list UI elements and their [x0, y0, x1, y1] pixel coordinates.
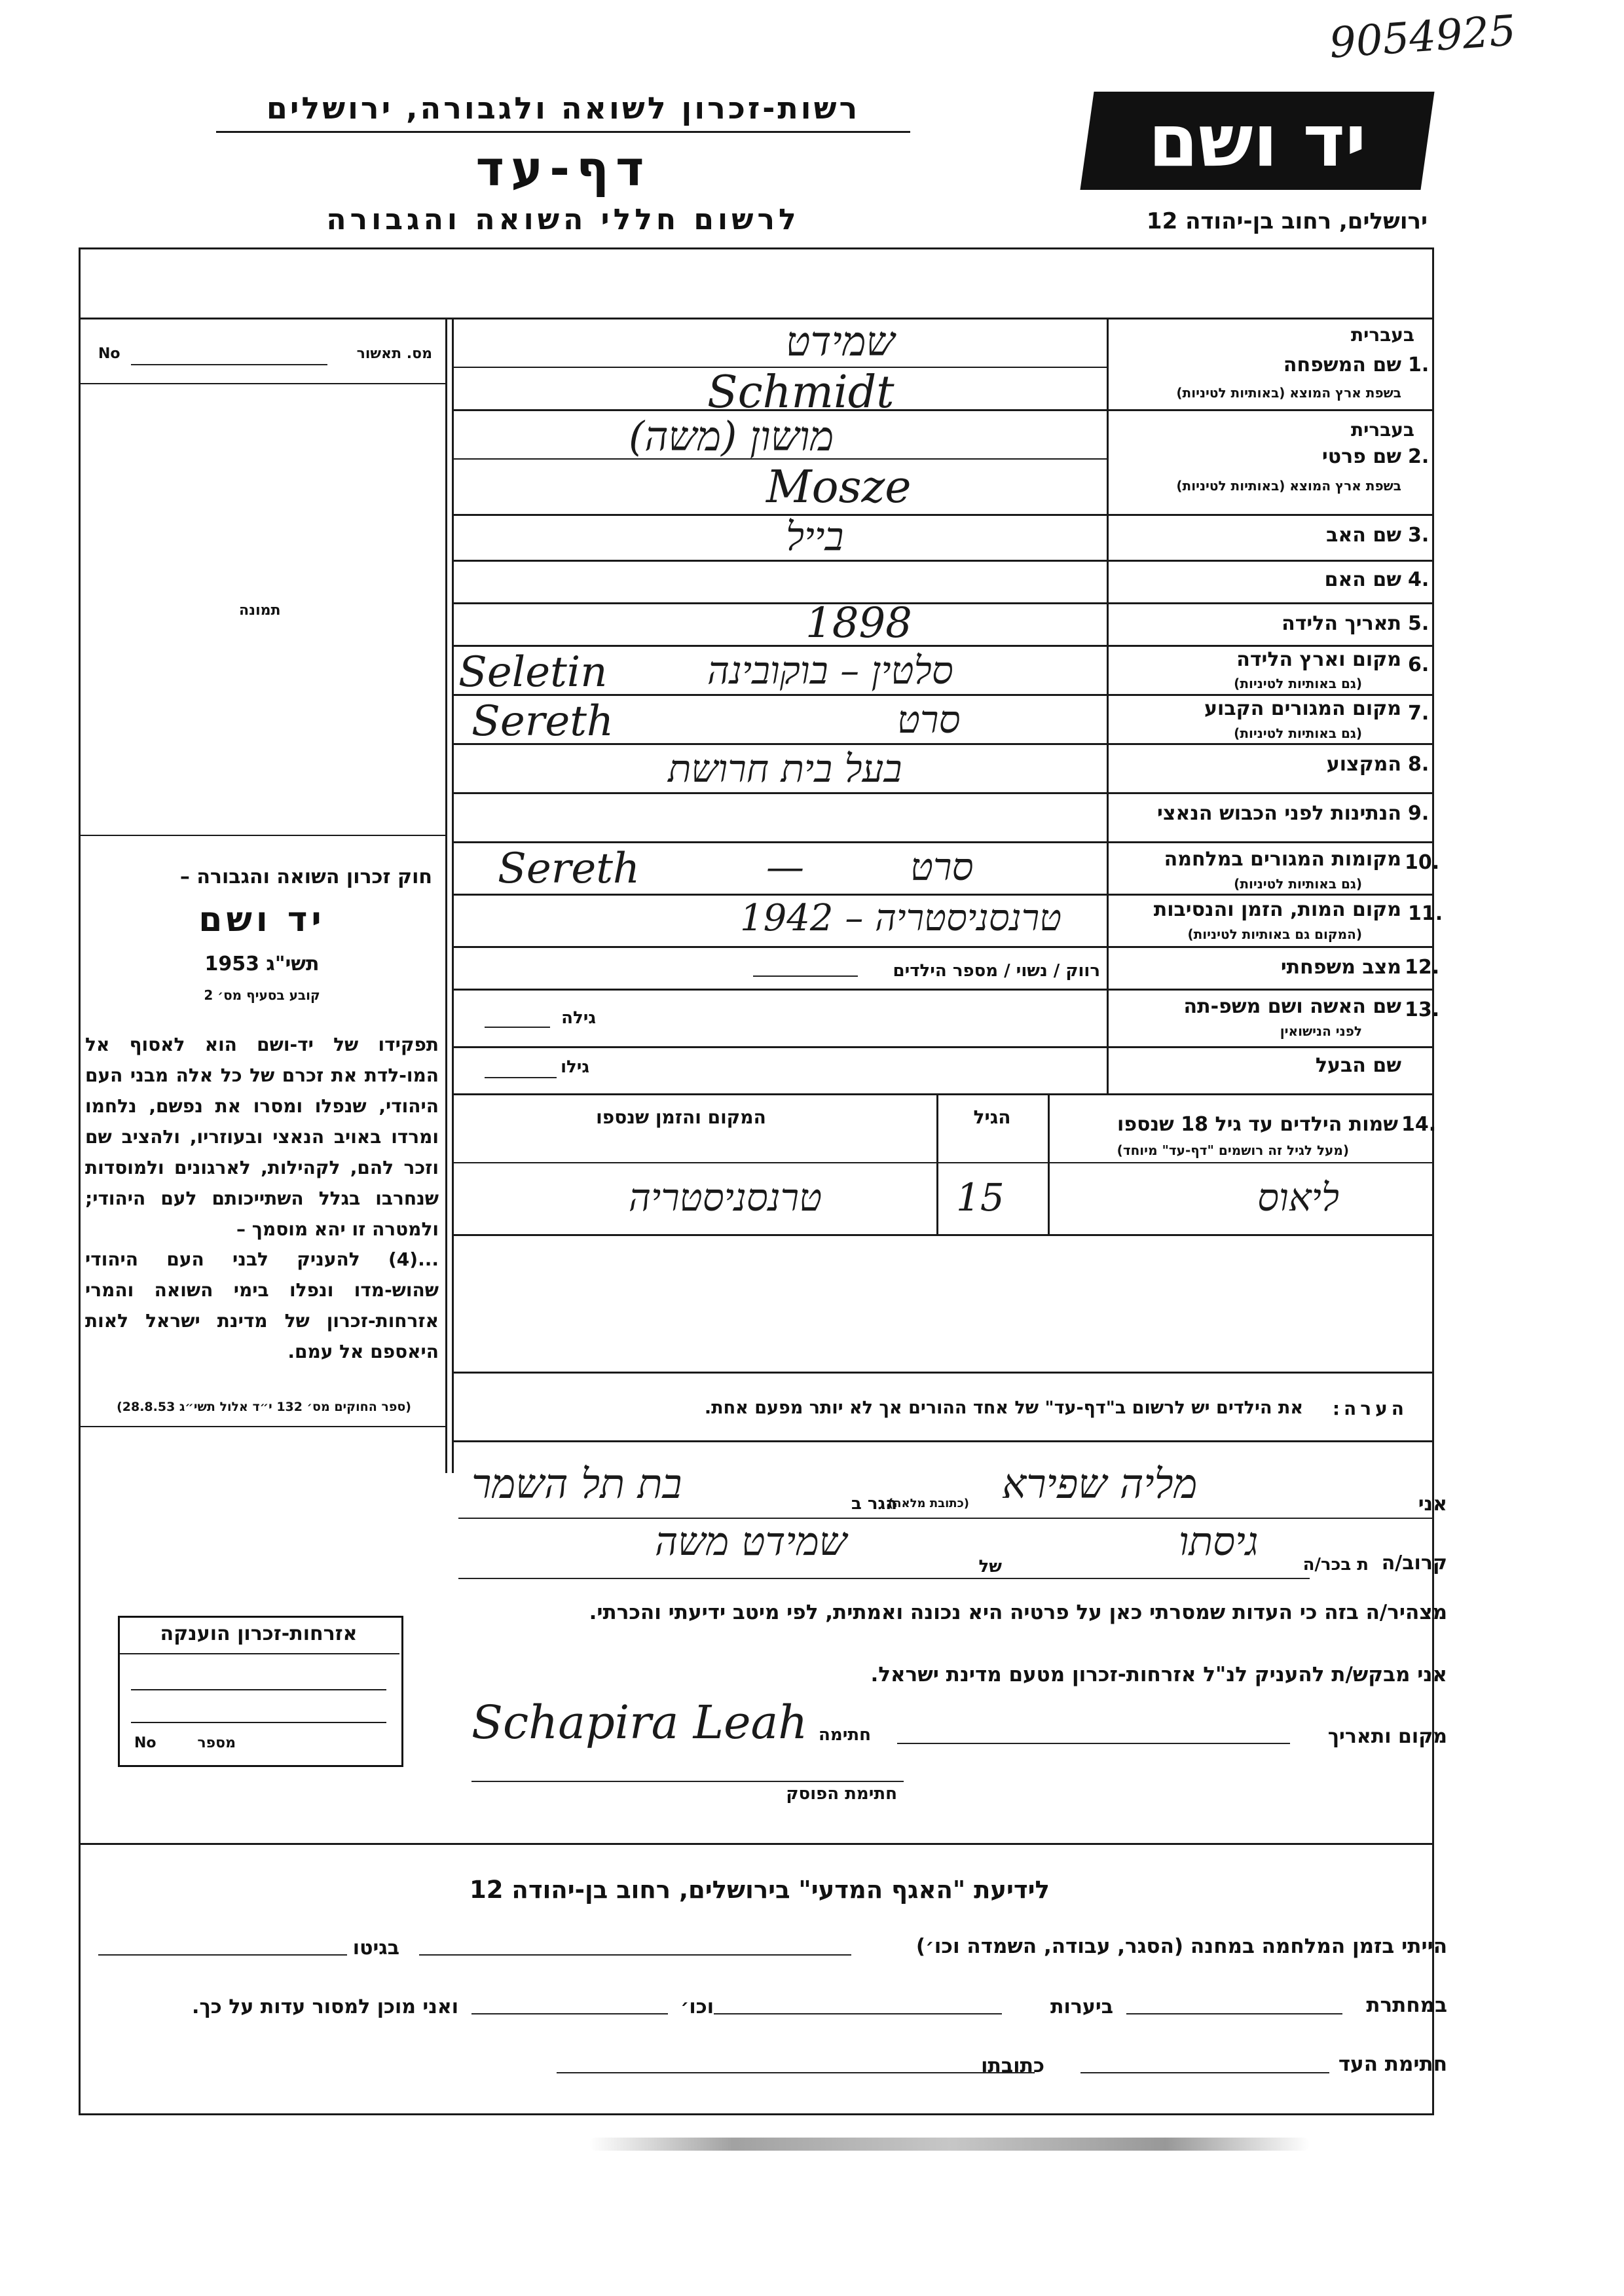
field-13-number: 13. — [1405, 998, 1440, 1021]
footer-line1-blank — [419, 1954, 851, 1957]
footer-etc-blank — [471, 2013, 668, 2016]
relation-label: קרוב/ה — [1381, 1552, 1447, 1575]
note-top-line — [452, 1372, 1432, 1374]
footer-underground-blank — [1126, 2013, 1342, 2016]
firstname-latin: Mosze — [766, 462, 912, 513]
footer-title: לידיעת "האגף המדעי" בירושלים, רחוב בן-יהודה 12 — [470, 1876, 1050, 1904]
field-11-number: 11. — [1408, 902, 1443, 925]
photo-divider — [79, 835, 445, 836]
field-1-number: 1. — [1408, 354, 1430, 376]
form-subtitle: לרשום חללי השואה והגבורה — [326, 203, 800, 236]
stamp-number-label: מספר — [197, 1735, 236, 1751]
field-3-label: שם האב — [1326, 524, 1401, 547]
stamp-line-3 — [131, 1722, 386, 1723]
side-panel-divider — [445, 318, 447, 1473]
place-date-label: מקום ותאריך — [1327, 1725, 1447, 1748]
death-place-date: טרנסניסטריה – 1942 — [740, 897, 1062, 939]
wartime-residence-dash: — — [766, 845, 804, 889]
approval-number-line — [131, 364, 327, 367]
row-line-12 — [452, 894, 1432, 896]
label-column-divider — [1107, 318, 1109, 1093]
birthplace-hebrew: סלטין – בוקובינה — [707, 648, 953, 693]
field-3-number: 3. — [1408, 524, 1430, 547]
row-line-4 — [452, 514, 1432, 516]
field-4-number: 4. — [1408, 568, 1430, 591]
declarant-i-label: אני — [1418, 1493, 1447, 1516]
declarant-line — [458, 1518, 1434, 1520]
note-text: את הילדים יש לרשום ב"דף-עד" של אחד ההורים אך לא יותר מפעם אחת. — [704, 1398, 1303, 1418]
footer-ready: ואני מוכן למסור עדות על כך. — [192, 1995, 458, 2018]
husband-age-line — [485, 1077, 557, 1080]
authority-underline — [216, 131, 910, 133]
child-name: ליאוס — [1257, 1175, 1339, 1220]
wartime-residence-latin: Sereth — [498, 845, 640, 893]
law-title: חוק זכרון השואה והגבורה – — [179, 866, 432, 888]
footer-etc: וכו׳ — [680, 1995, 714, 2018]
surname-hebrew: שמידט — [786, 318, 895, 365]
header-address: ירושלים, רחוב בן-יהודה 12 — [1146, 208, 1428, 234]
field-2-number: 2. — [1408, 445, 1430, 468]
archive-number: 9054925 — [1327, 7, 1518, 68]
yad-vashem-logo — [1080, 92, 1434, 190]
children-header-line — [452, 1162, 1432, 1163]
field-7-number: 7. — [1408, 702, 1430, 725]
frame-bottom — [79, 2113, 1434, 2115]
field-7-sublabel: (גם באותיות לטיניות) — [1234, 725, 1362, 741]
row-line-14 — [452, 989, 1432, 991]
footer-forests-blank — [714, 2013, 1002, 2016]
field-8-label: המקצוע — [1326, 753, 1401, 776]
row-line-7 — [452, 645, 1432, 647]
residence-hebrew: סרט — [897, 697, 961, 742]
form-title: דף-עד — [475, 141, 651, 197]
footer-forests: ביערות — [1050, 1995, 1113, 2018]
frame-left — [79, 247, 81, 2113]
full-address-label: (כתובת מלאה) — [887, 1497, 969, 1510]
law-name: יד ושם — [198, 900, 325, 939]
footer-line1: הייתי בזמן המלחמה במחנה (הסגר, עבודה, השמדה וכו׳) — [915, 1935, 1447, 1958]
field-4-label: שם האם — [1324, 568, 1401, 591]
husband-age-label: גילו — [561, 1057, 589, 1077]
field-12-number: 12. — [1405, 956, 1440, 979]
field-10-number: 10. — [1405, 851, 1440, 874]
relation-of-prefix: ת בכר/ה — [1302, 1555, 1369, 1575]
field-10-label: מקומות המגורים במלחמה — [1164, 848, 1401, 871]
row-line-6 — [452, 602, 1432, 604]
frame-top — [79, 247, 1434, 249]
marital-status-options: רווק / נשוי / מספר הילדים — [893, 961, 1100, 981]
relation-value: גיסתו — [1179, 1519, 1259, 1565]
approval-label: מס. תאשור — [356, 346, 432, 362]
profession: בעל בית חרושת — [668, 746, 902, 791]
stamp-no: No — [134, 1735, 157, 1751]
lang-hebrew-1: בעברית — [1350, 324, 1414, 346]
surname-latin: Schmidt — [707, 367, 895, 418]
witness-address-label: כתובתו — [981, 2054, 1044, 2077]
child-age: 15 — [956, 1175, 1005, 1220]
official-signature-label: חתימת הפוסק — [786, 1784, 897, 1804]
child-place: טרנסניסטריה — [629, 1175, 822, 1220]
relation-line — [458, 1578, 1310, 1580]
birth-date: 1898 — [805, 599, 912, 647]
approval-divider — [79, 383, 445, 384]
row-line-11 — [452, 841, 1432, 843]
note-label: הערה: — [1332, 1398, 1408, 1419]
official-signature-line — [471, 1781, 904, 1783]
wife-age-line — [485, 1027, 550, 1029]
father-name: בייל — [786, 514, 844, 560]
resident-label: הגר ב — [851, 1494, 897, 1514]
stamp-box-title: אזרחות-זכרון הוענקה — [160, 1622, 358, 1645]
frame-right — [1432, 247, 1434, 2113]
logo-text: יד ושם — [1148, 99, 1367, 183]
children-header: שמות הילדים עד גיל 18 שנספו — [1117, 1113, 1398, 1136]
approval-no: No — [98, 346, 120, 362]
field-7-label: מקום המגורים הקבוע — [1204, 697, 1401, 720]
row-line-15 — [452, 1046, 1432, 1048]
children-sublabel: (מעל לגיל זה רושמים "דף-עד" מיוחד) — [1116, 1142, 1349, 1158]
witness-address-line — [557, 2072, 1035, 2075]
field-6-sublabel: (גם באותיות לטיניות) — [1234, 676, 1362, 691]
authority-line: רשות-זכרון לשואה ולגבורה, ירושלים — [266, 90, 860, 126]
footer-ghetto-label: בגיטו — [352, 1937, 399, 1959]
field-6-label: מקום וארץ הלידה — [1236, 648, 1401, 671]
footer-underground: במחתרת — [1366, 1994, 1447, 2017]
row-line-2 — [452, 409, 1432, 411]
field-1-sublabel: בשפת ארץ המוצא (באותיות לטיניות) — [1176, 385, 1401, 401]
firstname-hebrew: מושון (משה) — [629, 412, 834, 460]
request: אני מבקש/ת להעניק לנ"ל אזרחות-זכרון מטעם מדינת ישראל. — [870, 1663, 1447, 1686]
row-line-10 — [452, 792, 1432, 794]
children-bottom-line — [452, 1234, 1432, 1236]
law-ref-line — [79, 1426, 445, 1427]
row-line — [79, 318, 1434, 319]
husband-label: שם הבעל — [1315, 1054, 1401, 1077]
field-10-sublabel: (גם באותיות לטיניות) — [1234, 876, 1362, 892]
lang-hebrew-2: בעברית — [1350, 419, 1414, 441]
photo-label: תמונה — [239, 602, 281, 619]
field-14-number: 14. — [1401, 1113, 1437, 1136]
field-13-sublabel: לפני הנישואין — [1280, 1023, 1362, 1039]
declarant-name: מליה שפירא — [1002, 1460, 1198, 1508]
law-year: תשי"ג 1953 — [204, 953, 320, 975]
field-2-sublabel: בשפת ארץ המוצא (באותיות לטיניות) — [1176, 478, 1401, 494]
relation-of-value: שמידט משה — [655, 1519, 847, 1565]
footer-divider — [79, 1843, 1434, 1845]
note-bottom-line — [452, 1440, 1432, 1442]
statement: מצהיר/ה בזה כי העדות שמסרתי כאן על פרטיה היא נכונה ואמתית, לפי מיטב ידיעתי והכרתי. — [589, 1601, 1447, 1624]
scan-smudge — [589, 2138, 1310, 2151]
witness-signature-label: חתימת העד — [1338, 2052, 1447, 2076]
law-reference: (ספר החוקים מס׳ 132 י״ד אלול תשי״ג 28.8.53) — [117, 1400, 411, 1414]
field-5-number: 5. — [1408, 612, 1430, 635]
children-place-header: המקום והזמן שנספו — [596, 1106, 766, 1128]
birthplace-latin: Seletin — [458, 648, 608, 697]
field-8-number: 8. — [1408, 753, 1430, 776]
signature-label: חתימה — [819, 1725, 871, 1745]
law-text-1: תפקידו של יד-ושם הוא לאסוף אל המו-לדת את זכרם של כל אלה מבני העם היהודי, שנפלו ומסרו את נפשם, נלחמו ומרדו באויב הנאצי ובעוזריו, ולהציב שם וזכר להם, לקהילות, לארגונים ולמוסדות שנחרבו בגלל השתייכותם לעם היהודי; ולמטרה זו יהא מוסמך – — [85, 1034, 439, 1240]
stamp-line-1 — [119, 1653, 399, 1654]
law-text-2: ...(4) להעניק לבני העם היהודי שהוש-מדו ונפלו בימי השואה והמרי אזרחות-זכרון של מדינת ישראל לאות היאספם אל עמם. — [85, 1248, 439, 1362]
declarant-signature: Schapira Leah — [471, 1696, 808, 1749]
field-6-number: 6. — [1408, 653, 1430, 676]
row-line-5 — [452, 560, 1432, 562]
field-9-label: הנתינות לפני הכבוש הנאצי — [1157, 802, 1401, 825]
row-line-13 — [452, 946, 1432, 948]
field-2-label: שם פרטי — [1321, 445, 1401, 468]
children-count-line — [753, 975, 858, 978]
wartime-residence-hebrew: סרט — [910, 845, 974, 889]
children-age-divider-left — [936, 1093, 938, 1234]
field-5-label: תאריך הלידה — [1282, 612, 1401, 635]
field-11-label: מקום המות, הזמן והנסיבות — [1153, 898, 1401, 921]
children-age-divider-right — [1048, 1093, 1050, 1234]
field-11-sublabel: (המקום גם באותיות לטיניות) — [1187, 926, 1362, 942]
row-line-16 — [452, 1093, 1432, 1095]
place-date-line — [897, 1743, 1290, 1745]
field-1-label: שם המשפחה — [1283, 354, 1401, 376]
wife-age-label: גילה — [561, 1008, 596, 1028]
law-clause: קובע בסעיף מס׳ 2 — [204, 987, 320, 1003]
declarant-address: בת תל השמר — [471, 1460, 682, 1508]
of-label: של — [978, 1557, 1002, 1576]
children-age-header: הגיל — [973, 1106, 1011, 1128]
witness-signature-line — [1080, 2072, 1329, 2075]
footer-ghetto-blank — [98, 1954, 347, 1957]
field-12-label: מצב משפחתי — [1280, 956, 1401, 979]
field-13-label: שם האשה ושם משפ-תה — [1183, 995, 1401, 1018]
residence-latin: Sereth — [471, 697, 614, 746]
field-9-number: 9. — [1408, 802, 1430, 825]
stamp-line-2 — [131, 1689, 386, 1690]
